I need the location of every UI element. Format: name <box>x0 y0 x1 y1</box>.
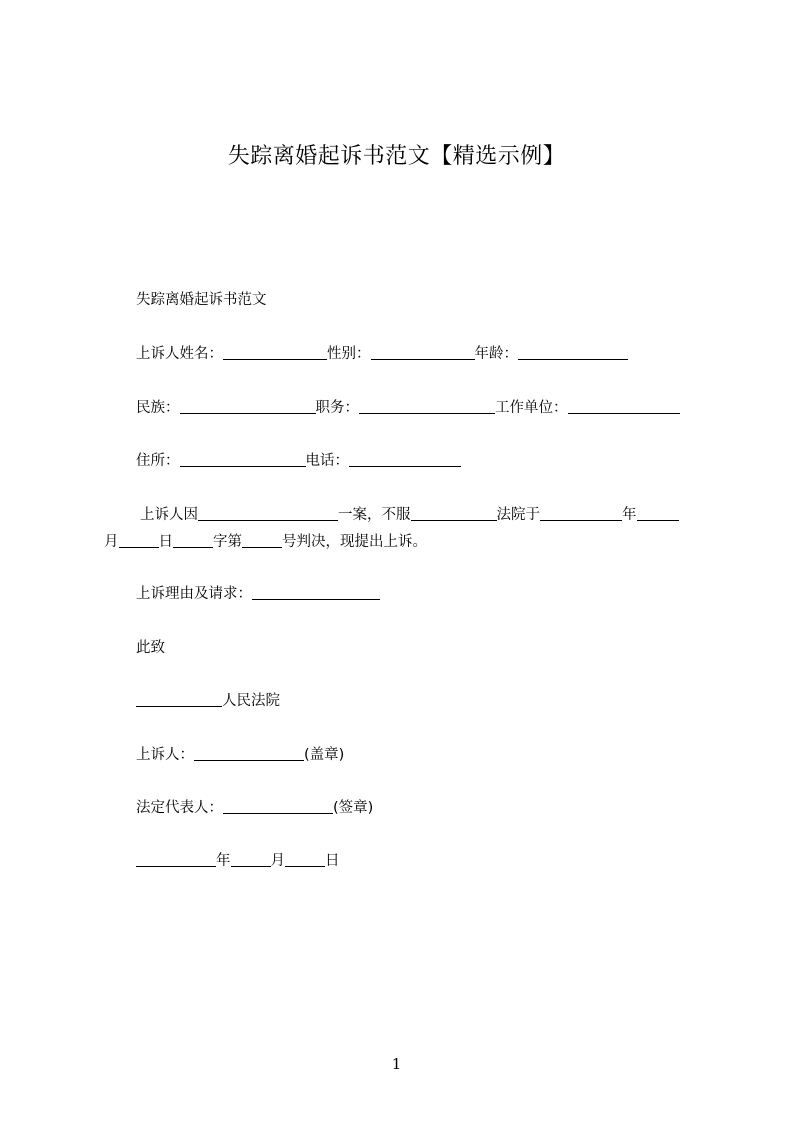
address-label: 住所： <box>136 453 180 469</box>
page-number: 1 <box>391 1055 402 1073</box>
appeal-end-text: 号判决，现提出上诉。 <box>282 534 427 550</box>
workplace-label: 工作单位： <box>495 400 568 416</box>
legal-rep-line <box>136 798 373 818</box>
appeal-month-label: 月 <box>104 534 119 550</box>
position-blank[interactable] <box>359 399 495 414</box>
appeal-line-2 <box>104 532 427 552</box>
phone-blank[interactable] <box>349 452 461 467</box>
closing-text: 此致 <box>136 640 165 656</box>
date-day-blank[interactable] <box>285 852 325 867</box>
date-month-blank[interactable] <box>231 852 271 867</box>
gender-label: 性别： <box>327 346 371 362</box>
ethnicity-blank[interactable] <box>180 399 316 414</box>
date-month-label: 月 <box>270 853 285 869</box>
address-blank[interactable] <box>180 452 306 467</box>
appeal-text-c: 法院于 <box>496 507 540 523</box>
legal-rep-label: 法定代表人： <box>136 800 223 816</box>
appellant-name-blank[interactable] <box>223 345 327 360</box>
document-heading: 失踪离婚起诉书范文 <box>136 292 267 308</box>
court-line <box>136 691 280 711</box>
appeal-day-label: 日 <box>158 534 173 550</box>
judgment-number-blank[interactable] <box>242 533 282 548</box>
judgment-year-blank-2[interactable] <box>637 506 679 521</box>
court-blank[interactable] <box>136 692 222 707</box>
judgment-day-blank[interactable] <box>173 533 213 548</box>
date-line <box>136 851 340 871</box>
court-name-blank[interactable] <box>411 506 497 521</box>
ethnicity-line <box>136 398 680 418</box>
workplace-blank[interactable] <box>568 399 680 414</box>
appeal-word-label: 字第 <box>213 534 242 550</box>
appellant-name-label: 上诉人姓名： <box>136 346 223 362</box>
appeal-text-b: 一案，不服 <box>338 507 411 523</box>
appellant-blank[interactable] <box>194 746 304 761</box>
appeal-line-1 <box>140 505 679 525</box>
document-title: 失踪离婚起诉书范文【精选示例】 <box>227 144 566 169</box>
appellant-label: 上诉人： <box>136 747 194 763</box>
date-year-label: 年 <box>216 853 231 869</box>
appellant-info-line <box>136 344 628 364</box>
date-day-label: 日 <box>325 853 340 869</box>
judgment-month-blank[interactable] <box>119 533 159 548</box>
seal-label: (盖章) <box>304 747 345 763</box>
address-line <box>136 451 461 471</box>
phone-label: 电话： <box>305 453 349 469</box>
date-year-blank[interactable] <box>136 852 216 867</box>
ethnicity-label: 民族： <box>136 400 180 416</box>
legal-rep-blank[interactable] <box>223 799 333 814</box>
appeal-text-a: 上诉人因 <box>140 507 198 523</box>
age-label: 年龄： <box>474 346 518 362</box>
sign-label: (签章) <box>333 800 374 816</box>
case-blank[interactable] <box>198 506 338 521</box>
reasons-line <box>136 584 380 604</box>
appeal-year-label: 年 <box>622 507 637 523</box>
judgment-year-blank[interactable] <box>540 506 622 521</box>
age-blank[interactable] <box>518 345 628 360</box>
gender-blank[interactable] <box>371 345 475 360</box>
court-label: 人民法院 <box>222 693 280 709</box>
reasons-label: 上诉理由及请求： <box>136 586 252 602</box>
position-label: 职务： <box>315 400 359 416</box>
reasons-blank[interactable] <box>252 585 380 600</box>
appellant-sign-line <box>136 745 344 765</box>
